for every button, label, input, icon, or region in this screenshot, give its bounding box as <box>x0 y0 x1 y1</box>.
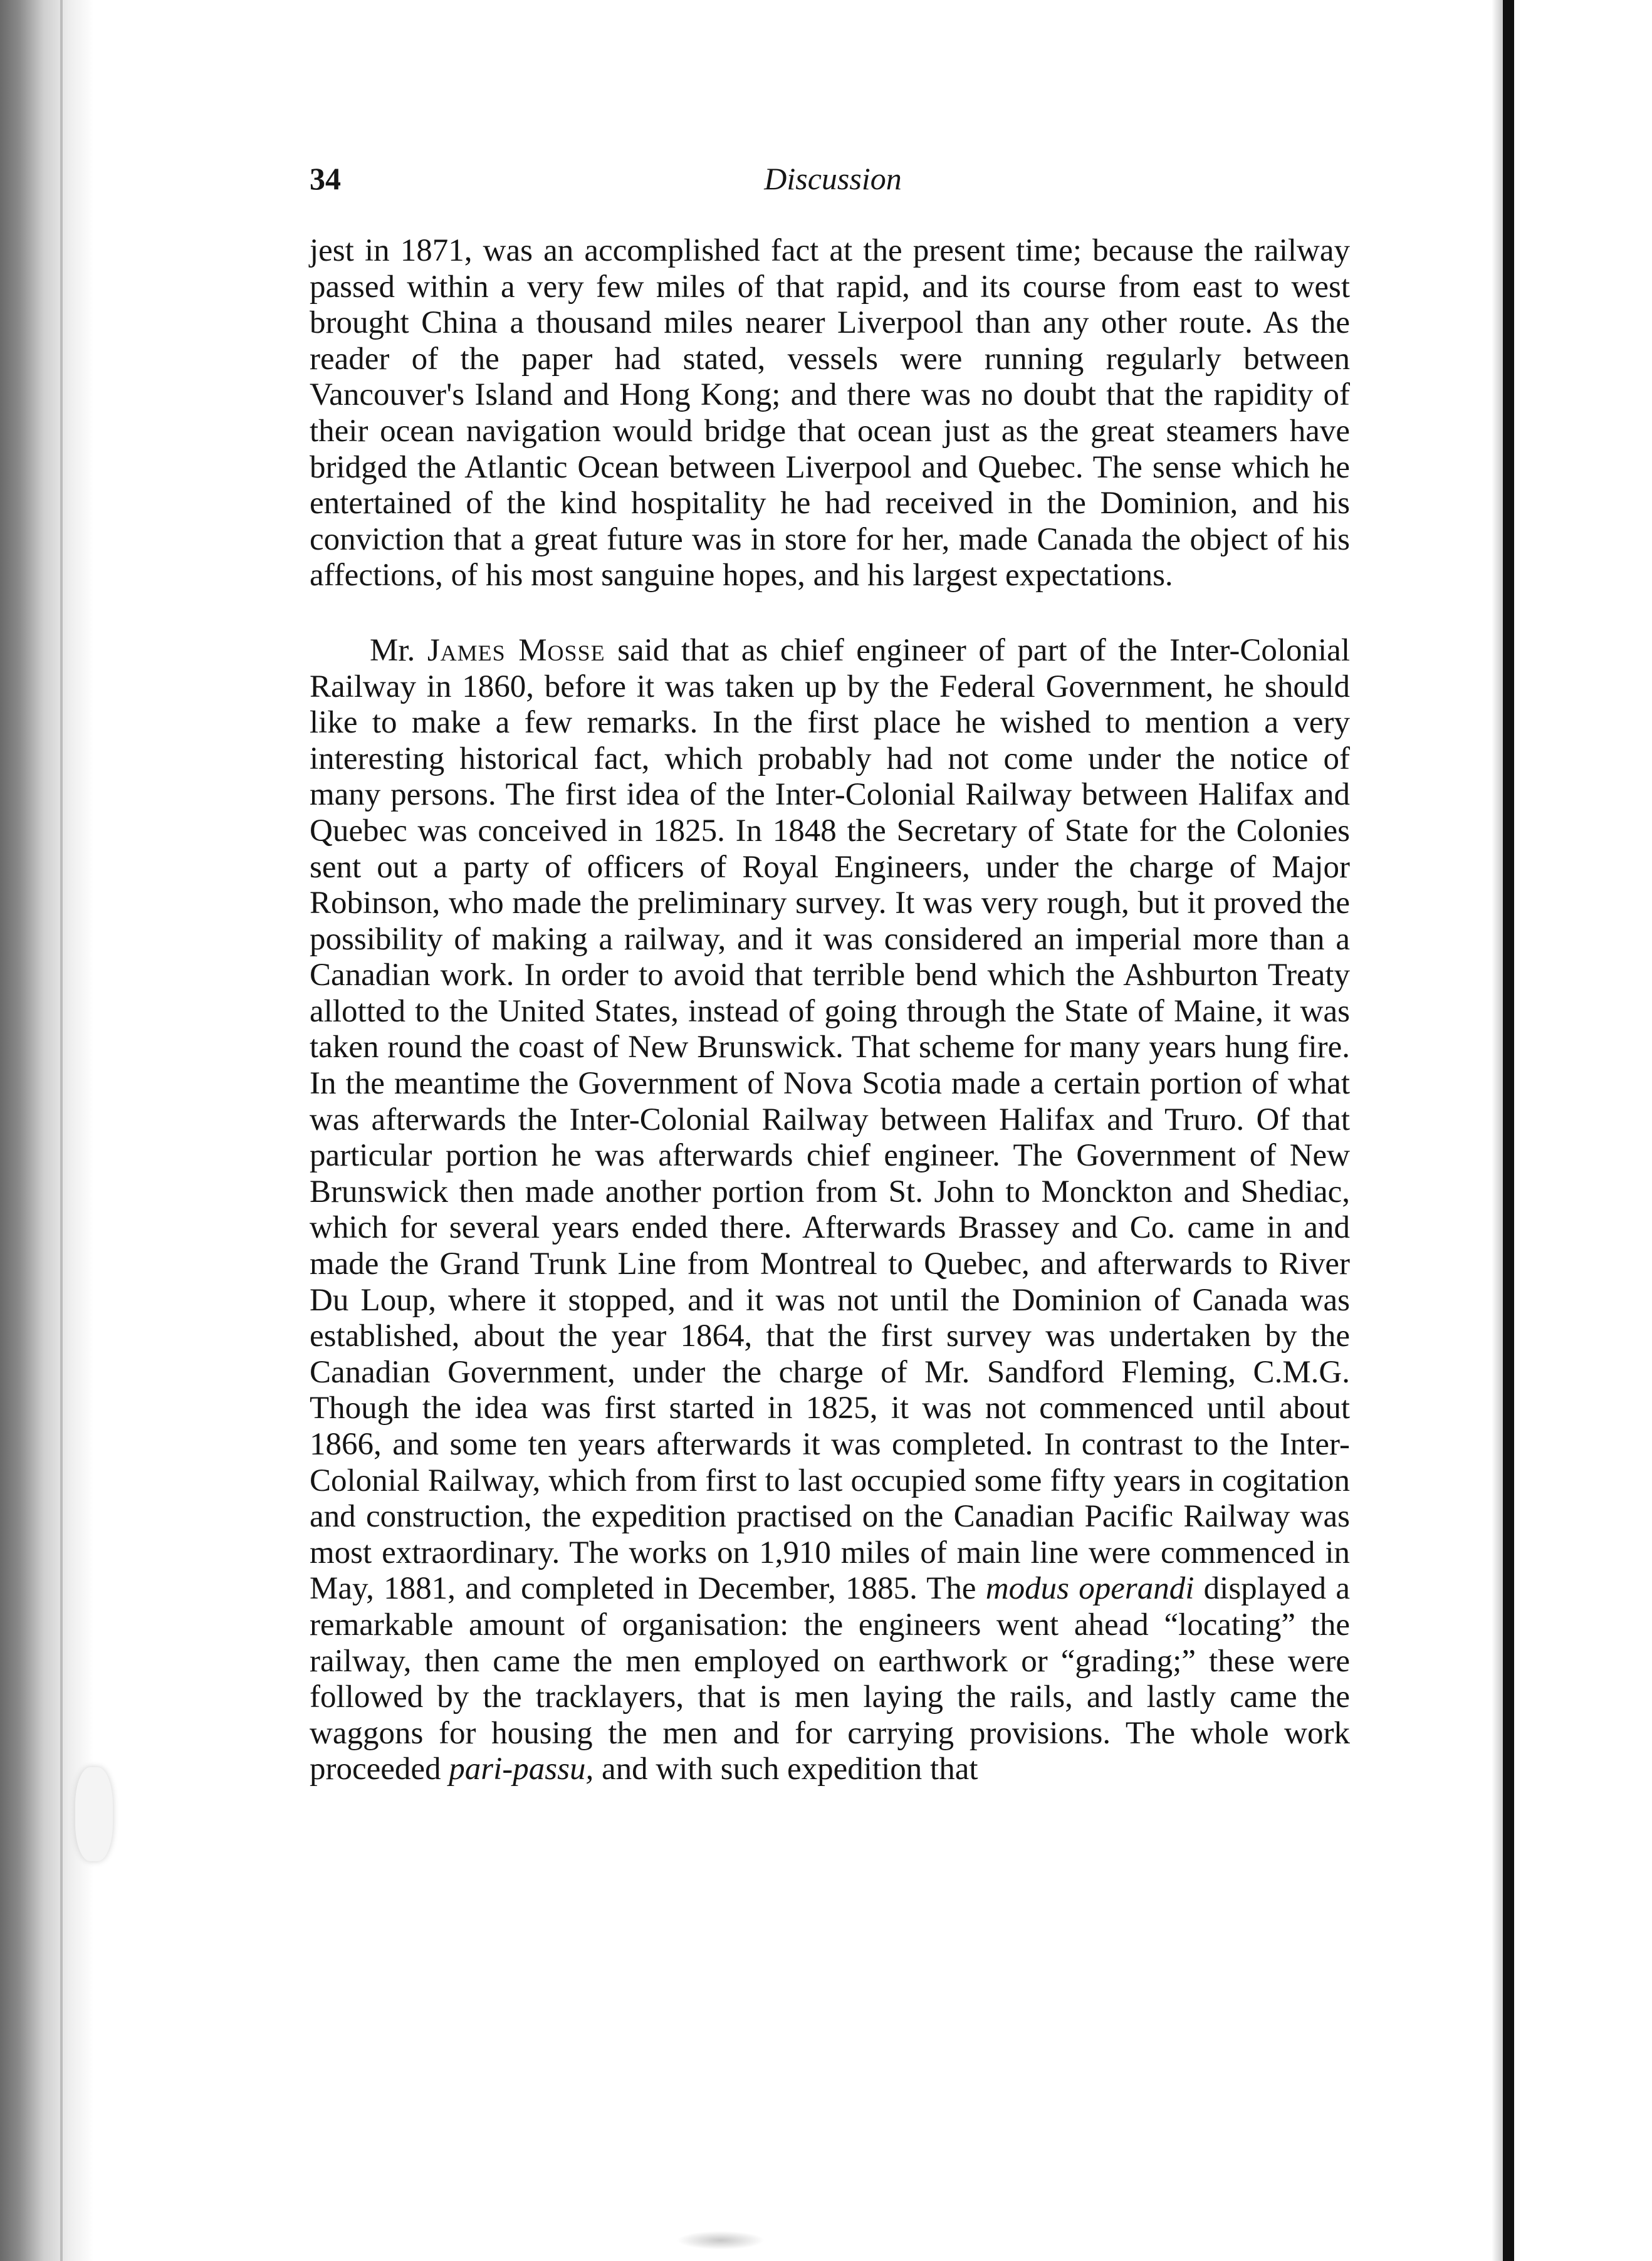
paragraph-2-text-c: and with such expedition that <box>593 1752 978 1787</box>
italic-pari-passu: pari-passu, <box>449 1752 594 1787</box>
page-header <box>310 160 1356 204</box>
page-gutter-shadow <box>0 0 94 2261</box>
paragraph-2-text-b: displayed a remarkable amount of organisation: the engineers went ahead “locating” the railway, then came the men employed on earthwork or “grading;” these were followed by the tracklayers, that is men laying the rails, and lastly came the waggons for housing the men and for carrying provisions. The whole work proceeded <box>310 1571 1350 1787</box>
right-edge-shadow <box>1492 0 1503 2261</box>
body-text <box>310 233 1350 1788</box>
speaker-name: James Mosse <box>427 632 605 668</box>
paragraph-1: jest in 1871, was an accomplished fact at the present time; because the railway passed within a very few miles of that rapid, and its course from east to west brought China a thousand miles nearer Liverpool than any other route. As the reader of the paper had stated, vessels were running regularly between Vancouver's Island and Hong Kong; and there was no doubt that the rapidity of their ocean navigation would bridge that ocean just as the great steamers have bridged the Atlantic Ocean between Liverpool and Quebec. The sense which he entertained of the kind hospitality he had received in the Dominion, and his conviction that a great future was in store for her, made Canada the object of his affections, of his most sanguine hopes, and his largest expectations. <box>310 233 1350 593</box>
speaker-prefix: Mr. <box>370 632 427 668</box>
scan-blot <box>75 1767 113 1861</box>
scan-smudge <box>677 2231 765 2250</box>
right-edge-band <box>1503 0 1514 2261</box>
paragraph-2-text-a: said that as chief engineer of part of the Inter-Colonial Railway in 1860, before it was taken up by the Federal Government, he should like to make a few remarks. In the first place he wished to mention a very interesting historical fact, which probably had not come under the notice of many persons. The first idea of the Inter-Colonial Railway between Halifax and Quebec was conceived in 1825. In 1848 the Secretary of State for the Colonies sent out a party of officers of Royal Engineers, under the charge of Major Robinson, who made the preliminary survey. It was very rough, but it proved the possibility of making a railway, and it was considered an imperial more than a Canadian work. In order to avoid that terrible bend which the Ashburton Treaty allotted to the United States, instead of going through the State of Maine, it was taken round the coast of New Brunswick. That scheme for many years hung fire. In the meantime the Government of Nova Scotia made a certain portion of what was afterwards the Inter-Colonial Railway between Halifax and Truro. Of that particular portion he was afterwards chief engineer. The Government of New Brunswick then made another portion from St. John to Monckton and Shediac, which for several years ended there. Afterwards Brassey and Co. came in and made the Grand Trunk Line from Montreal to Quebec, and afterwards to River Du Loup, where it stopped, and it was not until the Dominion of Canada was established, about the year 1864, that the first survey was undertaken by the Canadian Government, under the charge of Mr. Sandford Fleming, C.M.G. Though the idea was first started in 1825, it was not commenced until about 1866, and some ten years afterwards it was completed. In contrast to the Inter-Colonial Railway, which from first to last occupied some fifty years in cogitation and construction, the expedition practised on the Canadian Pacific Railway was most extraordinary. The works on 1,910 miles of main line were commenced in May, 1881, and completed in December, 1885. The <box>310 632 1350 1607</box>
page-gutter-edge <box>60 0 63 2261</box>
running-head: Discussion <box>764 161 902 196</box>
italic-modus-operandi: modus operandi <box>985 1571 1195 1607</box>
paragraph-2 <box>310 633 1350 1788</box>
page-number: 34 <box>310 161 341 196</box>
